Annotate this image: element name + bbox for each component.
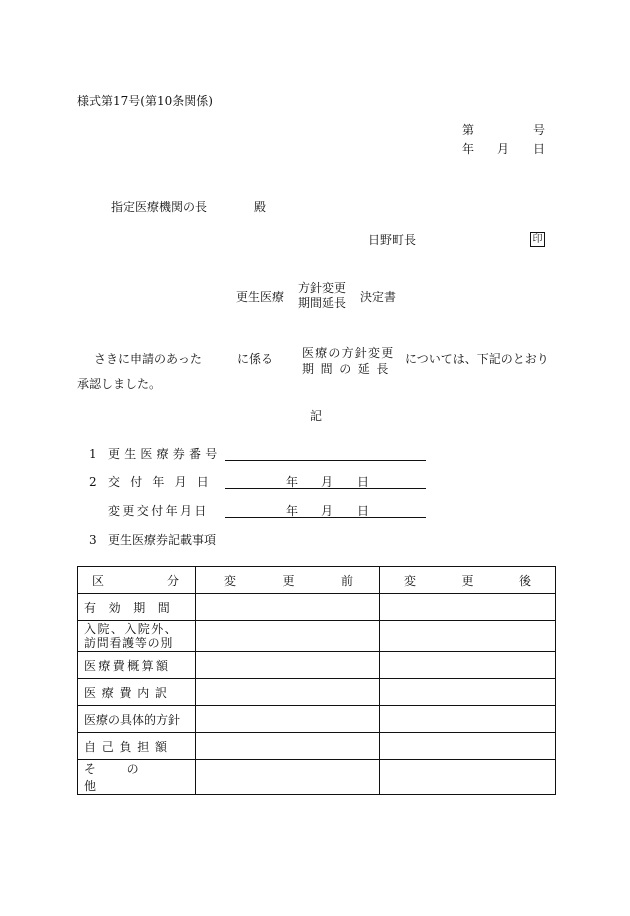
body-part1: さきに申請のあった <box>94 352 202 366</box>
number-suffix: 号 <box>533 123 546 137</box>
row-label-other-text: その他 <box>84 762 170 793</box>
item-2-month: 月 <box>321 475 334 489</box>
row-label-type-2: 訪問看護等の別 <box>84 636 174 650</box>
item-2-day: 日 <box>357 475 370 489</box>
table-row <box>78 706 556 733</box>
ki-heading: 記 <box>310 409 323 423</box>
cell-breakdown-after <box>380 679 556 706</box>
date-month: 月 <box>497 142 510 156</box>
body-stack <box>302 346 394 377</box>
seal-mark: 印 <box>530 232 545 247</box>
cell-other-before <box>196 760 380 795</box>
doc-title-right: 決定書 <box>360 290 397 304</box>
cell-breakdown-before <box>196 679 380 706</box>
row-label-copay <box>78 733 196 760</box>
issuer-name: 日野町長 <box>368 233 417 247</box>
number-prefix: 第 <box>462 123 475 137</box>
body-stack-1: 医療の方針変更 <box>302 346 395 360</box>
item-1-num: 1 <box>89 447 97 461</box>
date-day: 日 <box>533 142 546 156</box>
item-2-num: 2 <box>89 475 97 489</box>
item-3-label: 変更交付年月日 <box>108 504 209 518</box>
addressee-title: 指定医療機関の長 <box>111 200 208 214</box>
cell-copay-before <box>196 733 380 760</box>
header-before-a: 変 <box>224 573 237 588</box>
header-category <box>78 567 196 594</box>
header-after-a: 変 <box>404 573 417 588</box>
header-before-c: 前 <box>340 573 353 588</box>
row-label-type <box>78 621 196 652</box>
header-category-a: 区 <box>92 573 105 588</box>
item-4-num: 3 <box>89 533 97 547</box>
table-header-row <box>78 567 556 594</box>
date-year: 年 <box>462 142 475 156</box>
form-title: 様式第17号(第10条関係) <box>77 94 213 108</box>
body-part3: については、下記のとおり <box>405 352 549 366</box>
cell-other-after <box>380 760 556 795</box>
row-label-breakdown-text: 医療費内訳 <box>84 685 173 700</box>
body-line2: 承認しました。 <box>77 377 162 391</box>
addressee-honorific: 殿 <box>254 200 267 214</box>
row-label-breakdown <box>78 679 196 706</box>
header-category-text <box>84 572 189 589</box>
row-label-validity-text: 有効期間 <box>84 600 183 615</box>
cell-copay-after <box>380 733 556 760</box>
row-label-estimate <box>78 652 196 679</box>
header-after-text <box>386 572 549 589</box>
doc-title-stack-1: 方針変更 <box>298 281 347 295</box>
doc-title-left: 更生医療 <box>236 290 285 304</box>
body-part2: に係る <box>237 352 274 366</box>
table-row <box>78 594 556 621</box>
item-2-label: 交付年月日 <box>108 475 220 489</box>
table-row <box>78 733 556 760</box>
item-3-month: 月 <box>321 504 334 518</box>
row-label-policy-text: 医療の具体的方針 <box>84 712 181 727</box>
item-3-day: 日 <box>357 504 370 518</box>
item-2-year: 年 <box>286 475 299 489</box>
cell-type-after <box>380 621 556 652</box>
row-label-validity <box>78 594 196 621</box>
header-after <box>380 567 556 594</box>
record-table <box>77 566 556 795</box>
header-category-b: 分 <box>166 573 179 588</box>
row-label-copay-text: 自己負担額 <box>84 739 173 754</box>
header-before-text <box>202 572 373 589</box>
doc-title-stack <box>298 281 346 311</box>
cell-validity-before <box>196 594 380 621</box>
cell-estimate-before <box>196 652 380 679</box>
body-stack-2: 期間の延長 <box>302 361 396 376</box>
row-label-other <box>78 760 196 795</box>
cell-policy-before <box>196 706 380 733</box>
row-label-estimate-text: 医療費概算額 <box>84 658 171 673</box>
row-label-type-1: 入院、入院外、 <box>84 621 179 636</box>
header-before-b: 更 <box>282 573 295 588</box>
table-row <box>78 652 556 679</box>
table-row <box>78 760 556 795</box>
item-1-label: 更生医療券番号 <box>108 447 222 461</box>
header-after-b: 更 <box>461 573 474 588</box>
doc-title-stack-2: 期間延長 <box>298 296 347 310</box>
row-label-type-stack <box>84 622 189 651</box>
table-row <box>78 621 556 652</box>
cell-validity-after <box>380 594 556 621</box>
row-label-policy <box>78 706 196 733</box>
cell-policy-after <box>380 706 556 733</box>
header-before <box>196 567 380 594</box>
header-after-c: 後 <box>518 573 531 588</box>
table-row <box>78 679 556 706</box>
cell-type-before <box>196 621 380 652</box>
item-4-label: 更生医療券記載事項 <box>108 533 217 547</box>
item-1-underline <box>225 460 426 461</box>
cell-estimate-after <box>380 652 556 679</box>
item-3-year: 年 <box>286 504 299 518</box>
